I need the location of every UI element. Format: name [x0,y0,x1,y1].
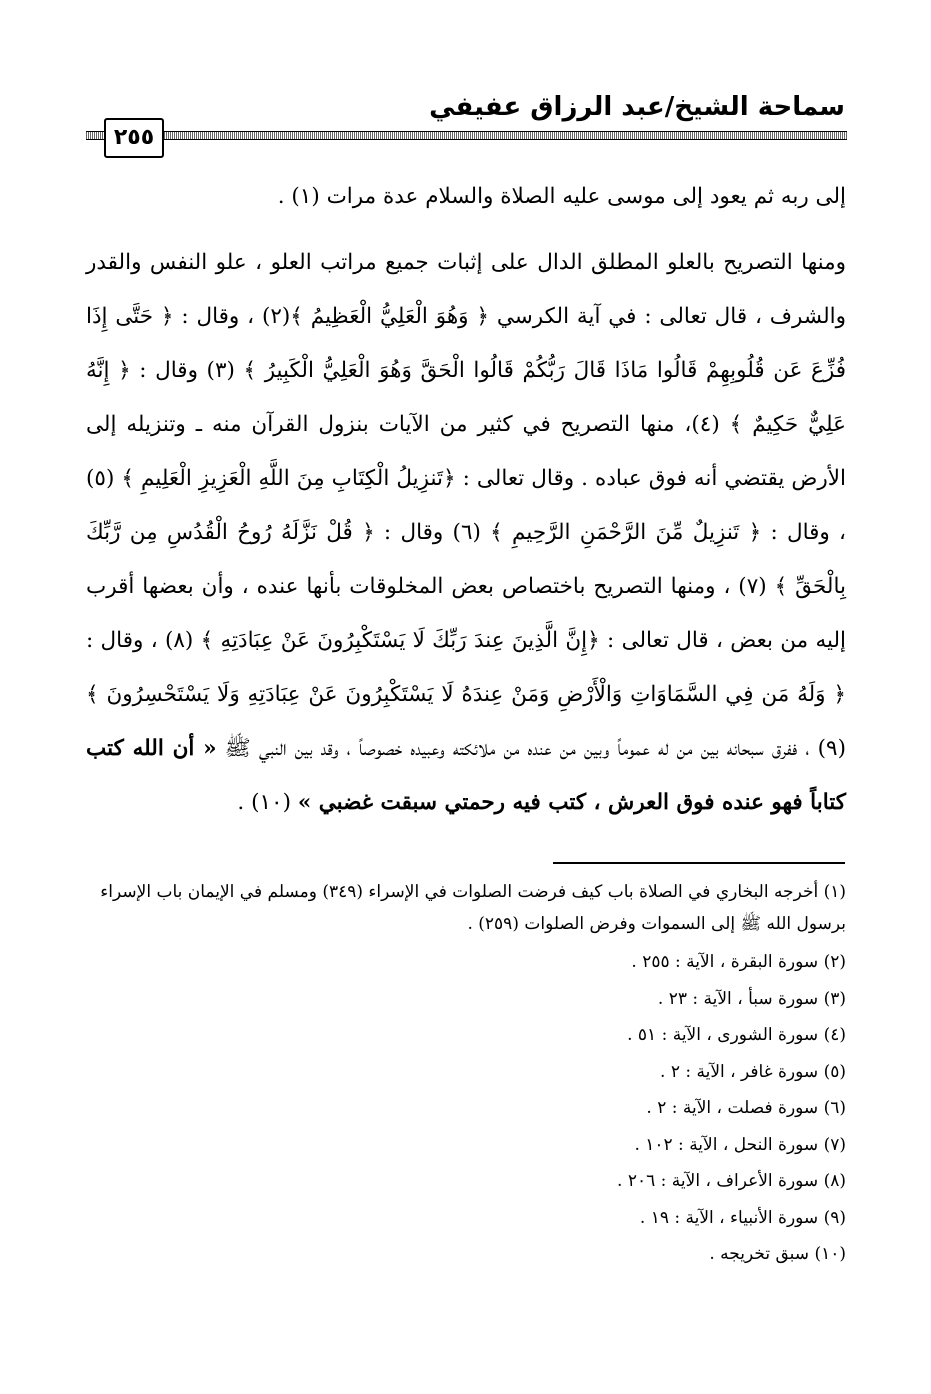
running-header-title: سماحة الشيخ/عبد الرزاق عفيفي [429,92,845,122]
footnote-8: (٨) سورة الأعراف ، الآية : ٢٠٦ . [617,1171,846,1191]
footnote-2: (٢) سورة البقرة ، الآية : ٢٥٥ . [631,952,846,972]
footnote-5: (٥) سورة غافر ، الآية : ٢ . [660,1061,846,1082]
paragraph-1: إلى ربه ثم يعود إلى موسى عليه الصلاة والسلام عدة مرات (١) . [277,184,846,209]
paragraph-2-text: ومنها التصريح بالعلو المطلق الدال على إثبات جميع مراتب العلو ، علو النفس والقدر والشرف ، قال تعالى : في آية الكرسي ﴿ وَهُوَ الْعَلِيُّ الْعَظِيمُ ﴾(٢) ، وقال : ﴿ حَتَّى إِذَا فُزِّعَ عَن قُلُوبِهِمْ قَالُوا مَاذَا قَالَ رَبُّكُمْ قَالُوا الْحَقَّ وَهُوَ الْعَلِيُّ الْكَبِيرُ ﴾ (٣) وقال : ﴿ إِنَّهُ عَلِيٌّ حَكِيمٌ ﴾ (٤)، منها التصريح في كثير من الآيات بنزول القرآن منه ـ وتنزيله إلى الأرض يقتضي أنه فوق عباده . وقال تعالى : ﴿تَنزِيلُ الْكِتَابِ مِنَ اللَّهِ الْعَزِيزِ الْعَلِيمِ ﴾ (٥) ، وقال : ﴿ تَنزِيلٌ مِّنَ الرَّحْمَنِ الرَّحِيمِ ﴾ (٦) وقال : ﴿ قُلْ نَزَّلَهُ رُوحُ الْقُدُسِ مِن رَّبِّكَ بِالْحَقِّ ﴾ (٧) ، ومنها التصريح باختصاص بعض المخلوقات بأنها عنده ، وأن بعضها أقرب إليه من بعض ، قال تعالى : ﴿إِنَّ الَّذِينَ عِندَ رَبِّكَ لَا يَسْتَكْبِرُونَ عَنْ عِبَادَتِهِ ﴾ (٨) ، وقال : ﴿ وَلَهُ مَن فِي السَّمَاوَاتِ وَالْأَرْضِ وَمَنْ عِندَهُ لَا يَسْتَكْبِرُونَ عَنْ عِبَادَتِهِ وَلَا يَسْتَحْسِرُونَ ﴾ (٩) ، ففرق سبحانه بين من له عموماً وبين من عنده من ملائكته وعبيده خصوصاً ، وقد بين النبي ﷺ [86,250,847,761]
footnotes [86,876,846,1273]
footnote-3: (٣) سورة سبأ ، الآية : ٢٣ . [657,988,846,1009]
footnote-9: (٩) سورة الأنبياء ، الآية : ١٩ . [639,1207,846,1228]
main-text [86,170,846,830]
header-rule-left [86,131,104,140]
hadith-quote: « أن الله كتب كتاباً فهو عنده فوق العرش ، كتب فيه رحمتي سبقت غضبي » [86,736,846,815]
header-rule [160,131,847,140]
footnote-10: (١٠) سبق تخريجه . [709,1244,846,1264]
hadith-reference: (١٠) . [237,790,298,815]
footnote-1: (١) أخرجه البخاري في الصلاة باب كيف فرضت الصلوات في الإسراء (٣٤٩) ومسلم في الإيمان باب الإسراء برسول الله ﷺ إلى السموات وفرض الصلوات (٢٥٩) . [100,882,846,934]
footnote-6: (٦) سورة فصلت ، الآية : ٢ . [646,1098,846,1118]
footnote-7: (٧) سورة النحل ، الآية : ١٠٢ . [634,1134,846,1155]
page-number: ٢٥٥ [104,118,164,158]
footnote-separator [553,862,845,864]
footnote-4: (٤) سورة الشورى ، الآية : ٥١ . [627,1025,846,1045]
paragraph-2 [86,236,846,830]
